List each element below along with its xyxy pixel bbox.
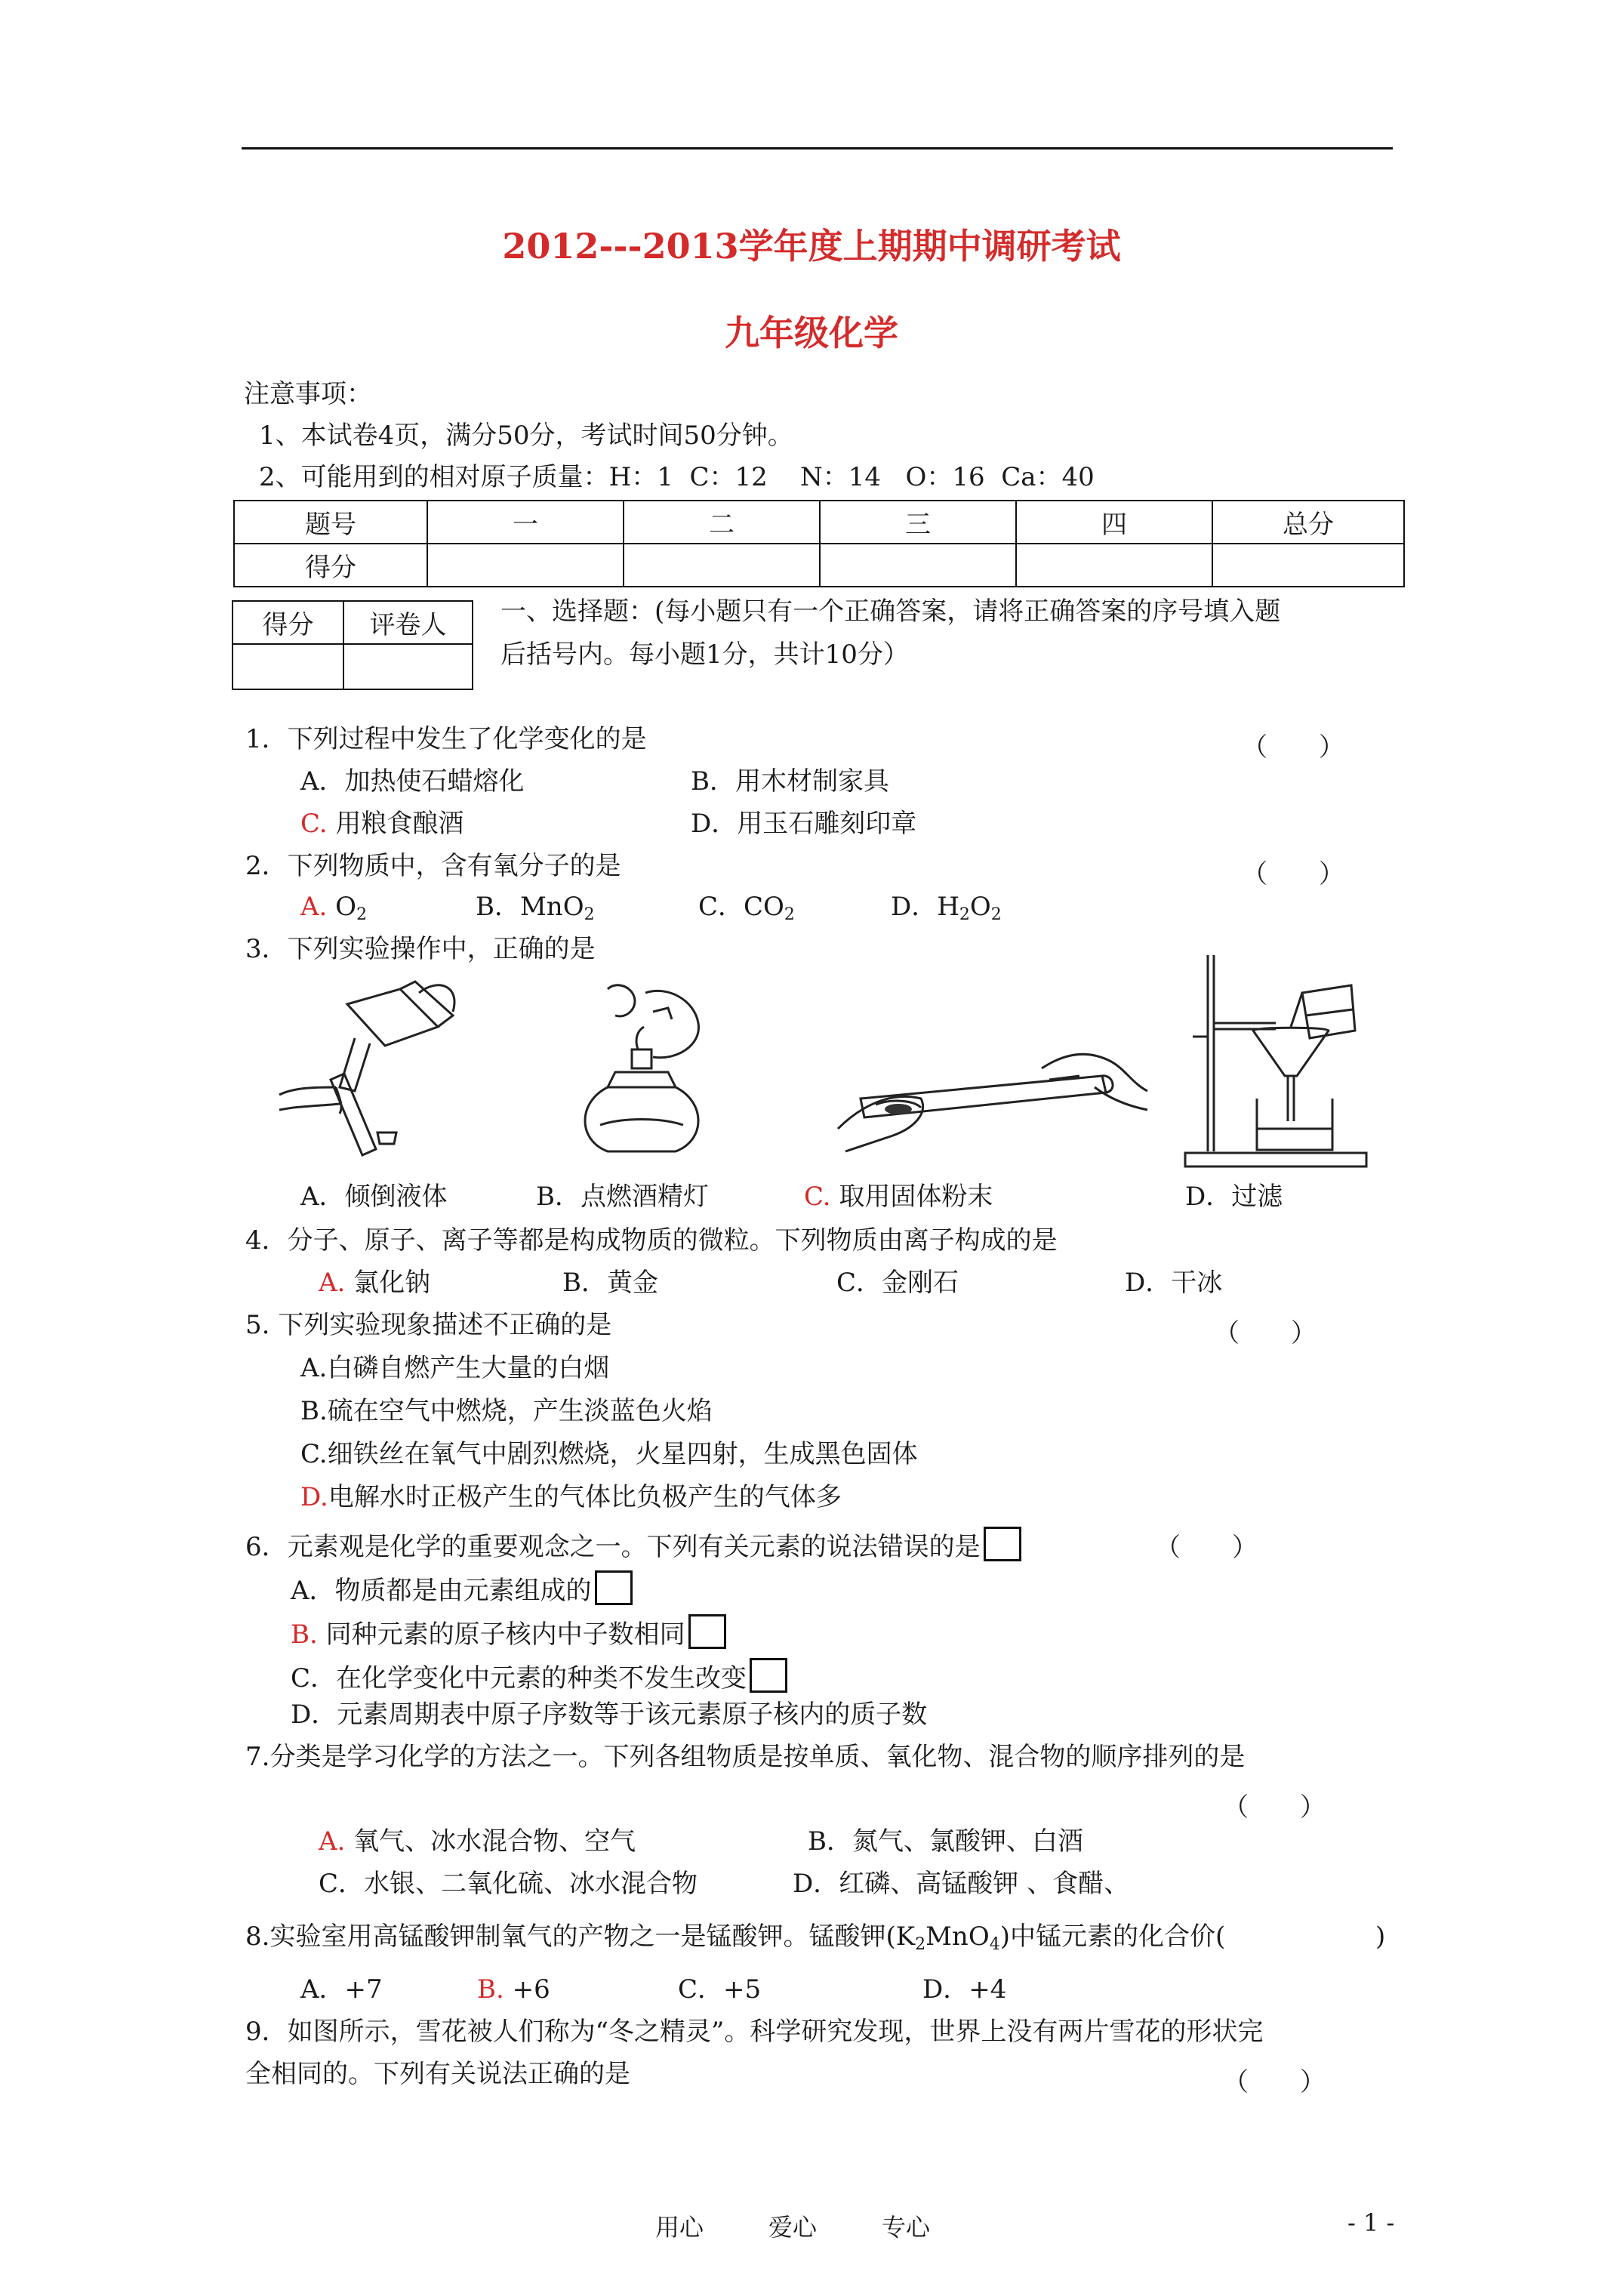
q9-stem-line-1: 9．如图所示，雪花被人们称为“冬之精灵”。科学研究发现，世界上没有两片雪花的形状完 [245, 2017, 1264, 2047]
q6-answer-paren: （ ） [1155, 1533, 1258, 1563]
q6-option-c-box [750, 1658, 787, 1693]
q1-option-d: D．用玉石雕刻印章 [691, 809, 917, 839]
q2-option-c: C．$CO_2$ [698, 892, 795, 924]
notice-heading: 注意事项： [244, 379, 372, 409]
q1-stem: 1．下列过程中发生了化学变化的是 [245, 724, 647, 754]
q2-option-d: D．$H_2O_2$ [891, 892, 1002, 924]
q8-option-c: C．+5 [678, 1974, 762, 2005]
q3-stem: 3．下列实验操作中，正确的是 [245, 934, 596, 964]
q6-option-a: A．物质都是由元素组成的 [291, 1570, 633, 1605]
q6-option-c: C．在化学变化中元素的种类不发生改变 [291, 1658, 787, 1693]
q1-option-c: C. 用粮食酿酒 [300, 809, 464, 839]
footer-word-3: 专心 [882, 2213, 931, 2242]
q4-option-d: D．干冰 [1125, 1268, 1223, 1298]
q8-option-a: A．+7 [300, 1974, 383, 2005]
section1-instructions-line-2: 后括号内。每小题1分，共计10分） [500, 639, 909, 670]
q5-answer-paren: （ ） [1214, 1318, 1317, 1348]
q6-checkbox [984, 1527, 1021, 1561]
filtration-illustration [1178, 948, 1374, 1174]
notice-line-1: 1、本试卷4页，满分50分，考试时间50分钟。 [259, 421, 793, 451]
exam-title: 2012---2013学年度上期期中调研考试 [502, 226, 1121, 267]
score-cell [1212, 544, 1404, 587]
q9-answer-paren: （ ） [1223, 2067, 1326, 2097]
page-number: - 1 - [1347, 2208, 1395, 2237]
q5-option-a: A.白磷自燃产生大量的白烟 [300, 1353, 610, 1383]
grader-score-cell [233, 644, 343, 689]
q7-stem: 7.分类是学习化学的方法之一。下列各组物质是按单质、氧化物、混合物的顺序排列的是 [245, 1742, 1246, 1772]
q3-option-a: A．倾倒液体 [300, 1182, 448, 1212]
score-cell [820, 544, 1016, 587]
q8-stem: 8.实验室用高锰酸钾制氧气的产物之一是锰酸钾。锰酸钾$(K_2MnO_4)$中锰元素的化合价( [245, 1922, 1226, 1954]
q4-option-b: B．黄金 [562, 1268, 658, 1298]
grader-box [232, 600, 473, 690]
score-header-cell: 二 [624, 501, 820, 544]
q2-option-a: A. $O_2$ [300, 892, 368, 924]
score-header-cell: 总分 [1212, 501, 1404, 544]
q6-stem: 6．元素观是化学的重要观念之一。下列有关元素的说法错误的是 [245, 1527, 1021, 1561]
q6-option-b: B. 同种元素的原子核内中子数相同 [291, 1614, 726, 1649]
score-table [233, 500, 1405, 587]
alcohol-lamp-illustration [562, 978, 736, 1166]
q3-option-b: B．点燃酒精灯 [536, 1182, 709, 1212]
score-header-cell: 三 [820, 501, 1016, 544]
grader-name-label: 评卷人 [343, 601, 473, 644]
score-cell [1016, 544, 1212, 587]
q5-stem: 5. 下列实验现象描述不正确的是 [245, 1310, 612, 1340]
exam-subtitle: 九年级化学 [725, 313, 898, 353]
solid-powder-illustration [830, 1046, 1155, 1166]
score-cell [624, 544, 820, 587]
footer-word-2: 爱心 [768, 2213, 818, 2242]
q6-option-d: D．元素周期表中原子序数等于该元素原子核内的质子数 [291, 1700, 928, 1730]
header-rule [242, 147, 1393, 149]
q6-option-a-box [595, 1570, 633, 1605]
q5-option-b: B.硫在空气中燃烧，产生淡蓝色火焰 [300, 1396, 713, 1426]
q7-option-d: D．红磷、高锰酸钾 、食醋、 [793, 1869, 1130, 1899]
q7-option-a: A. 氧气、冰水混合物、空气 [319, 1826, 636, 1857]
score-cell [427, 544, 624, 587]
q7-answer-paren: （ ） [1223, 1792, 1326, 1823]
q3-option-d: D．过滤 [1185, 1182, 1283, 1212]
q8-stem-close: ) [1375, 1922, 1386, 1952]
q8-option-b: B. +6 [477, 1974, 550, 2005]
q1-option-a: A．加热使石蜡熔化 [300, 766, 525, 797]
q2-option-b: B．MnO$_2$ [476, 892, 595, 924]
q9-stem-line-2: 全相同的。下列有关说法正确的是 [245, 2059, 630, 2089]
score-header-cell: 题号 [234, 501, 427, 544]
q1-option-b: B．用木材制家具 [691, 766, 889, 797]
footer-word-1: 用心 [655, 2213, 704, 2242]
q2-answer-paren: （ ） [1242, 859, 1344, 889]
grader-score-label: 得分 [233, 601, 343, 644]
q3-option-c: C. 取用固体粉末 [804, 1182, 993, 1212]
q4-stem: 4．分子、原子、离子等都是构成物质的微粒。下列物质由离子构成的是 [245, 1225, 1058, 1256]
grader-name-cell [343, 644, 473, 689]
q5-option-c: C.细铁丝在氧气中剧烈燃烧，火星四射，生成黑色固体 [300, 1439, 918, 1469]
q8-option-d: D．+4 [922, 1974, 1007, 2005]
section1-instructions-line-1: 一、选择题：(每小题只有一个正确答案，请将正确答案的序号填入题 [500, 596, 1281, 627]
q5-option-d: D.电解水时正极产生的气体比负极产生的气体多 [300, 1482, 842, 1512]
q4-option-c: C．金刚石 [836, 1268, 959, 1298]
q4-option-a: A. 氯化钠 [319, 1268, 431, 1298]
q7-option-b: B．氮气、氯酸钾、白酒 [808, 1826, 1083, 1857]
score-row-label: 得分 [234, 544, 427, 587]
score-header-cell: 四 [1016, 501, 1212, 544]
notice-line-2: 2、可能用到的相对原子质量：H：1 C：12 N：14 O：16 Ca：40 [259, 462, 1095, 492]
score-header-cell: 一 [427, 501, 624, 544]
q7-option-c: C．水银、二氧化硫、冰水混合物 [319, 1869, 698, 1899]
q6-option-b-box [688, 1614, 726, 1649]
pouring-liquid-illustration [264, 974, 491, 1163]
q2-stem: 2．下列物质中，含有氧分子的是 [245, 851, 621, 881]
q1-answer-paren: （ ） [1242, 732, 1344, 763]
